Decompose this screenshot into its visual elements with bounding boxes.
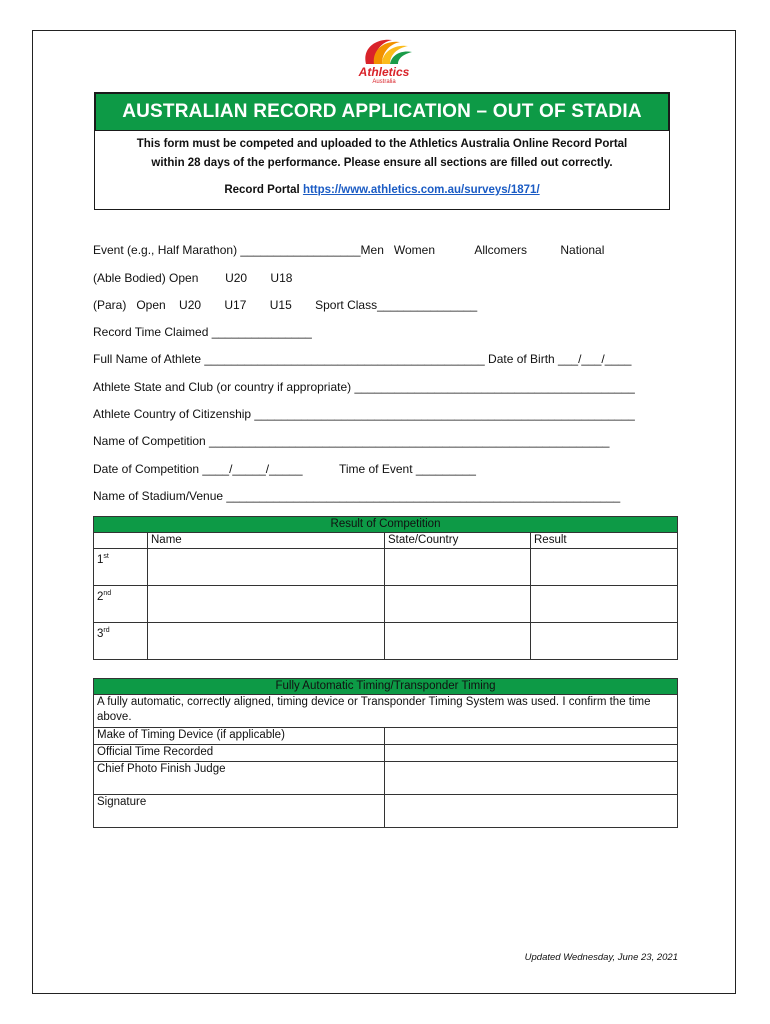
portal-link[interactable]: https://www.athletics.com.au/surveys/1871/ [302, 184, 540, 196]
athletics-australia-logo [352, 34, 416, 90]
place-column-header [94, 533, 148, 549]
logo-subtext: Australia [372, 79, 396, 85]
event-field[interactable]: Event (e.g., Half Marathon) __________________Men Women Allcomers National [93, 243, 605, 257]
logo-swoosh-icon [352, 34, 416, 68]
first-state-cell[interactable] [385, 549, 531, 586]
logo-wordmark: Athletics [358, 65, 410, 79]
place-label: 3rd [94, 623, 148, 660]
competition-field[interactable]: Name of Competition ____________________________________________________________ [93, 434, 610, 448]
table-row [94, 623, 678, 660]
page-title: AUSTRALIAN RECORD APPLICATION – OUT OF STADIA [94, 92, 670, 130]
second-result-cell[interactable] [531, 586, 678, 623]
citizenship-field[interactable]: Athlete Country of Citizenship _________________________________________________________ [93, 407, 635, 421]
date-competition-field[interactable]: Date of Competition ____/_____/_____ Time of Event _________ [93, 462, 476, 476]
place-label: 1st [94, 549, 148, 586]
second-name-cell[interactable] [148, 586, 385, 623]
para-field[interactable]: (Para) Open U20 U17 U15 Sport Class_______________ [93, 298, 478, 312]
chief-judge-label: Chief Photo Finish Judge [94, 762, 385, 795]
chief-judge-input[interactable] [385, 762, 678, 795]
second-state-cell[interactable] [385, 586, 531, 623]
place-label: 2nd [94, 586, 148, 623]
timing-device-input[interactable] [385, 728, 678, 745]
state-club-field[interactable]: Athlete State and Club (or country if appropriate) __________________________________________ [93, 380, 635, 394]
official-time-input[interactable] [385, 745, 678, 762]
signature-label: Signature [94, 795, 385, 828]
first-name-cell[interactable] [148, 549, 385, 586]
results-header: Result of Competition [94, 517, 678, 533]
updated-date: Updated Wednesday, June 23, 2021 [524, 952, 678, 963]
full-name-field[interactable]: Full Name of Athlete __________________________________________ Date of Birth ___/___/____ [93, 352, 632, 366]
portal-label: Record Portal [224, 184, 300, 196]
timing-device-label: Make of Timing Device (if applicable) [94, 728, 385, 745]
table-row [94, 586, 678, 623]
instructions-line-1: This form must be competed and uploaded to the Athletics Australia Online Record Portal [136, 138, 628, 150]
able-bodied-field[interactable]: (Able Bodied) Open U20 U18 [93, 271, 293, 285]
signature-input[interactable] [385, 795, 678, 828]
result-column-header: Result [531, 533, 678, 549]
table-row [94, 549, 678, 586]
third-name-cell[interactable] [148, 623, 385, 660]
timing-statement: A fully automatic, correctly aligned, timing device or Transponder Timing System was used. I confirm the time above. [94, 695, 678, 728]
third-result-cell[interactable] [531, 623, 678, 660]
stadium-field[interactable]: Name of Stadium/Venue ___________________________________________________________ [93, 489, 621, 503]
third-state-cell[interactable] [385, 623, 531, 660]
portal-line [95, 184, 669, 196]
instructions-line-2: within 28 days of the performance. Please ensure all sections are filled out correctly. [151, 157, 613, 169]
first-result-cell[interactable] [531, 549, 678, 586]
record-time-field[interactable]: Record Time Claimed _______________ [93, 325, 312, 339]
official-time-label: Official Time Recorded [94, 745, 385, 762]
name-column-header: Name [148, 533, 385, 549]
results-table [93, 516, 678, 660]
timing-table [93, 678, 678, 828]
timing-header: Fully Automatic Timing/Transponder Timing [94, 679, 678, 695]
instructions-box [94, 130, 670, 210]
state-column-header: State/Country [385, 533, 531, 549]
